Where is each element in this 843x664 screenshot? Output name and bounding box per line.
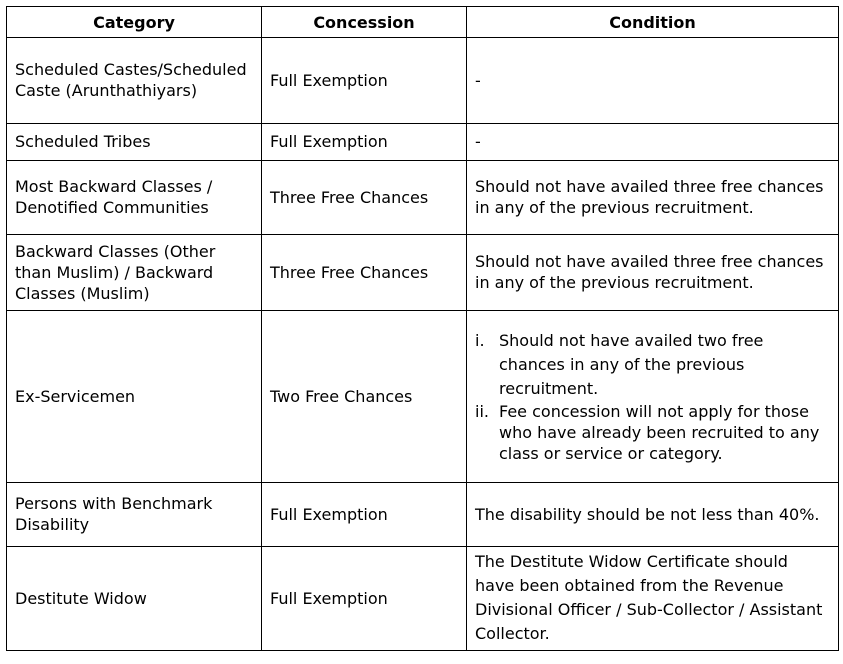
table-row (7, 483, 839, 547)
table-header-row (7, 7, 839, 38)
condition-item-number: i. (475, 330, 485, 350)
concession-cell: Full Exemption (262, 547, 467, 651)
condition-item-text: Fee concession will not apply for those who have already been recruited to any class or service or category. (499, 401, 820, 463)
category-cell: Scheduled Tribes (7, 124, 262, 161)
concession-cell: Full Exemption (262, 124, 467, 161)
condition-cell: Should not have availed three free chances in any of the previous recruitment. (467, 235, 839, 311)
condition-cell: - (467, 38, 839, 124)
table-row (7, 311, 839, 483)
header-category: Category (7, 7, 262, 38)
category-cell: Scheduled Castes/Scheduled Caste (Arunthathiyars) (7, 38, 262, 124)
table-row (7, 124, 839, 161)
table-row (7, 161, 839, 235)
condition-cell: The Destitute Widow Certificate should have been obtained from the Revenue Divisional Officer / Sub-Collector / Assistant Collector. (467, 547, 839, 651)
condition-item-text: Should not have availed two free chances in any of the previous recruitment. (499, 330, 764, 398)
category-cell: Most Backward Classes / Denotified Communities (7, 161, 262, 235)
condition-item-number: ii. (475, 401, 489, 421)
header-condition: Condition (467, 7, 839, 38)
table-row (7, 235, 839, 311)
condition-cell (467, 311, 839, 483)
condition-list-item (475, 401, 830, 464)
concession-cell: Three Free Chances (262, 161, 467, 235)
condition-cell: Should not have availed three free chances in any of the previous recruitment. (467, 161, 839, 235)
category-cell: Backward Classes (Other than Muslim) / Backward Classes (Muslim) (7, 235, 262, 311)
concession-cell: Full Exemption (262, 38, 467, 124)
category-cell: Destitute Widow (7, 547, 262, 651)
concession-cell: Three Free Chances (262, 235, 467, 311)
category-cell: Ex-Servicemen (7, 311, 262, 483)
condition-list-item (475, 329, 830, 401)
header-concession: Concession (262, 7, 467, 38)
category-cell: Persons with Benchmark Disability (7, 483, 262, 547)
concession-cell: Two Free Chances (262, 311, 467, 483)
condition-cell: The disability should be not less than 40%. (467, 483, 839, 547)
table-row (7, 547, 839, 651)
fee-concession-table (6, 6, 839, 651)
table-row (7, 38, 839, 124)
concession-cell: Full Exemption (262, 483, 467, 547)
condition-cell: - (467, 124, 839, 161)
condition-list (475, 329, 830, 464)
